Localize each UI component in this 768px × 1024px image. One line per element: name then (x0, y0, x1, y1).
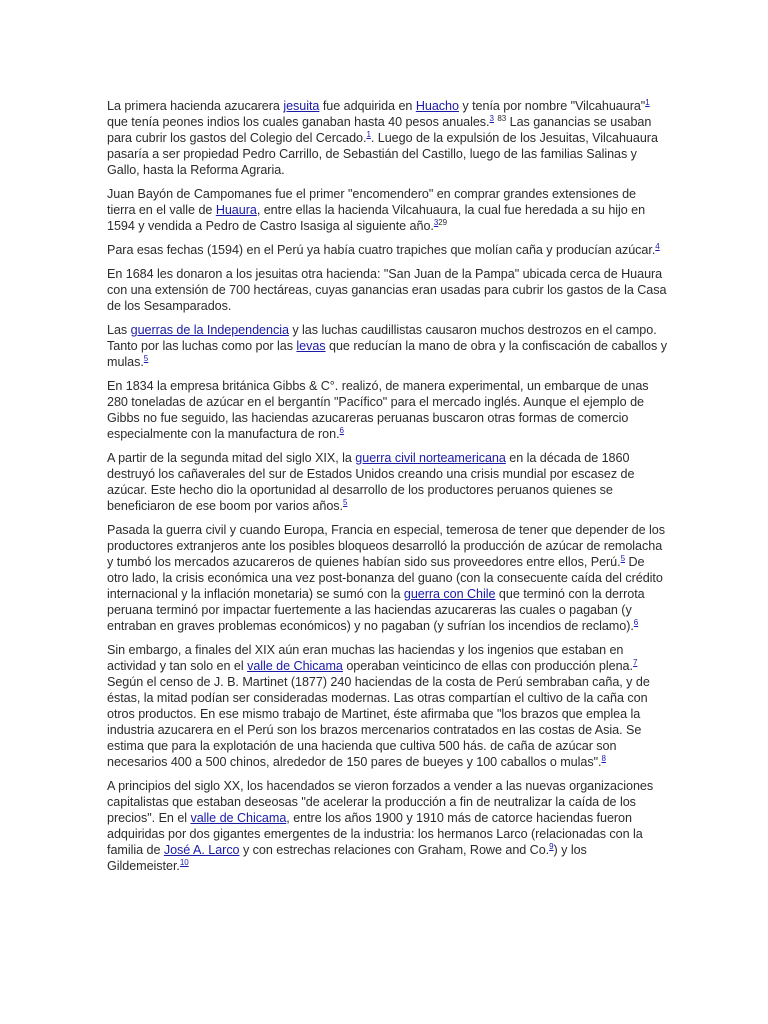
footnote-ref[interactable]: 4 (655, 241, 660, 251)
footnote-ref[interactable]: 3 (433, 217, 439, 227)
paragraph-5 (107, 322, 667, 370)
link-valle-de-chicama[interactable]: valle de Chicama (247, 659, 343, 673)
page-ref: 29 (438, 217, 448, 227)
footnote-ref[interactable]: 1 (366, 129, 371, 139)
text: fue adquirida en (319, 99, 416, 113)
text: Las ganancias se usaban para cubrir los gastos del Colegio del Cercado. (107, 115, 652, 145)
text: Pasada la guerra civil y cuando Europa, Francia en especial, temerosa de tener que depender de los productores extranjeros ante los posibles bloqueos desarrolló la producción de azúcar de remolacha y tumbó los mercados azucareros de quienes habían sido sus proveedores entre ellos, Perú. (107, 523, 665, 569)
text: , entre ellas la hacienda Vilcahuaura, la cual fue heredada a su hijo en 1594 y vendida a Pedro de Castro Isasiga al siguiente año. (107, 203, 646, 233)
text: En 1834 la empresa británica Gibbs & C°. realizó, de manera experimental, un embarque de unas 280 toneladas de azúcar en el bergantín "Pacífico" para el mercado inglés. Aunque el ejemplo de Gibbs no fue seguido, las haciendas azucareras peruanas buscaron otras formas de comercio especialmente con la manufactura de ron. (107, 379, 649, 441)
footnote-ref[interactable]: 3 (489, 113, 494, 123)
footnote-ref[interactable]: 5 (620, 553, 625, 563)
footnote-ref[interactable]: 9 (549, 841, 554, 851)
text: y las luchas caudillistas causaron muchos destrozos en el campo. Tanto por las luchas como por las (107, 323, 657, 353)
footnote-ref[interactable]: 10 (179, 857, 189, 867)
text: Según el censo de J. B. Martinet (1877) 240 haciendas de la costa de Perú sembraban caña, y de éstas, la mitad podían ser consideradas modernas. Las otras compartían el cultivo de la caña con otros productos. En ese mismo trabajo de Martinet, éste afirmaba que "los brazos que emplea la industria azucarera en el Perú son los brazos mercenarios contratados en las costas de Asia. Se estima que para la explotación de una hacienda que cultiva 500 hás. de caña de azúcar son necesarios 400 a 500 chinos, alrededor de 150 pares de bueyes y 100 caballos o mulas". (107, 675, 650, 769)
text: y con estrechas relaciones con Graham, Rowe and Co. (239, 843, 550, 857)
footnote-ref[interactable]: 5 (143, 353, 149, 363)
text: que terminó con la derrota peruana terminó por impactar fuertemente a las haciendas azucareras las cuales o pagaban (y entraban en graves problemas económicos) y no pagaban (y sufrían los incendios de reclamo). (107, 587, 645, 633)
paragraph-7 (107, 450, 667, 514)
text: en la década de 1860 destruyó los cañaverales del sur de Estados Unidos creando una crisis mundial por escasez de azúcar. Este hecho dio la oportunidad al desarrollo de los productores peruanos quienes se beneficiaron de ese boom por varios años. (107, 451, 635, 513)
footnote-ref[interactable]: 6 (633, 617, 639, 627)
link-valle-de-chicama[interactable]: valle de Chicama (190, 811, 287, 825)
text: La primera hacienda azucarera (107, 99, 284, 113)
text: De otro lado, la crisis económica una vez post-bonanza del guano (con la consecuente caída del crédito internacional y la inflación monetaria) se sumó con la (107, 555, 663, 601)
link-jose-a-larco[interactable]: José A. Larco (163, 843, 240, 857)
footnote-ref[interactable]: 6 (339, 425, 344, 435)
text: , entre los años 1900 y 1910 más de catorce haciendas fueron adquiridas por dos gigantes emergentes de la industria: los hermanos Larco (relacionadas con la familia de (107, 811, 643, 857)
text: operaban veinticinco de ellas con producción plena. (342, 659, 633, 673)
link-guerras-independencia[interactable]: guerras de la Independencia (130, 323, 289, 337)
text: Las (107, 323, 131, 337)
paragraph-4 (107, 266, 667, 314)
paragraph-10 (107, 778, 667, 874)
text: Para esas fechas (1594) en el Perú ya había cuatro trapiches que molían caña y producían azúcar. (107, 243, 656, 257)
paragraph-9 (107, 642, 667, 770)
footnote-ref[interactable]: 1 (645, 97, 650, 107)
paragraph-1 (107, 98, 667, 178)
text: Sin embargo, a finales del XIX aún eran muchas las haciendas y los ingenios que estaban en actividad y tan solo en el (107, 643, 624, 673)
link-jesuita[interactable]: jesuita (283, 99, 320, 113)
article-body (107, 98, 667, 882)
text: En 1684 les donaron a los jesuitas otra hacienda: "San Juan de la Pampa" ubicada cerca de Huaura con una extensión de 700 hectáreas, cuyas ganancias eran usadas para cubrir los gastos de la Casa de los Sesamparados. (107, 267, 667, 313)
link-huacho[interactable]: Huacho (415, 99, 459, 113)
text: que tenía peones indios los cuales ganaban hasta 40 pesos anuales. (107, 115, 490, 129)
link-guerra-civil-norteamericana[interactable]: guerra civil norteamericana (355, 451, 506, 465)
text: A principios del siglo XX, los hacendados se vieron forzados a vender a las nuevas organizaciones capitalistas que estaban deseosas "de acelerar la producción a fin de neutralizar la caída de los precios". En el (107, 779, 654, 825)
paragraph-2 (107, 186, 667, 234)
link-guerra-con-chile[interactable]: guerra con Chile (403, 587, 496, 601)
text: Juan Bayón de Campomanes fue el primer "encomendero" en comprar grandes extensiones de tierra en el valle de (107, 187, 636, 217)
link-levas[interactable]: levas (296, 339, 326, 353)
text: que reducían la mano de obra y la confiscación de caballos y mulas. (107, 339, 667, 369)
paragraph-8 (107, 522, 667, 634)
text: y tenía por nombre "Vilcahuaura" (458, 99, 646, 113)
paragraph-6 (107, 378, 667, 442)
text: A partir de la segunda mitad del siglo XIX, la (107, 451, 356, 465)
footnote-ref[interactable]: 8 (601, 753, 606, 763)
link-huaura[interactable]: Huaura (215, 203, 257, 217)
text: . Luego de la expulsión de los Jesuitas, Vilcahuaura pasaría a ser propiedad Pedro Carrillo, de Sebastián del Castillo, luego de las familias Salinas y Gallo, hasta la Reforma Agraria. (107, 131, 658, 177)
text: ) y los Gildemeister. (107, 843, 587, 873)
footnote-ref[interactable]: 7 (632, 657, 638, 667)
paragraph-3 (107, 242, 667, 258)
page-ref: 83 (497, 113, 507, 123)
footnote-ref[interactable]: 5 (342, 497, 348, 507)
